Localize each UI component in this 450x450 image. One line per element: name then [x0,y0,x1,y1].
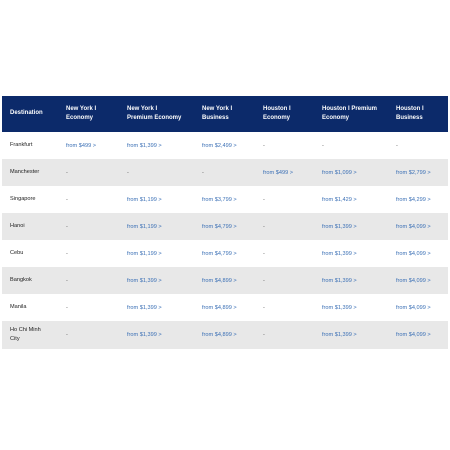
column-header-fare [195,96,256,132]
destination-name: Manchester [10,169,40,176]
fare-cell [120,321,195,349]
destination-cell [2,186,59,213]
column-header-fare [256,96,315,132]
fare-cell [389,240,448,267]
fare-cell [256,267,315,294]
fare-cell [315,240,389,267]
fare-cell [256,186,315,213]
table-row [2,240,448,267]
no-fare-dash: - [66,304,68,311]
no-fare-dash: - [66,169,68,176]
fare-cell [256,213,315,240]
column-header-fare [389,96,448,132]
destination-cell [2,240,59,267]
fare-cell [256,132,315,159]
fare-cell [195,159,256,186]
fare-cell [120,213,195,240]
table-row [2,186,448,213]
no-fare-dash: - [202,169,204,176]
destination-name: Cebu [10,250,24,257]
fare-link[interactable]: from $1,199 > [127,196,162,203]
no-fare-dash: - [66,196,68,203]
column-header-label: New York I [202,105,233,112]
fare-cell [195,321,256,349]
column-header-label: Business [202,115,229,121]
column-header-label: New York I [127,105,158,112]
fare-link[interactable]: from $4,099 > [396,304,431,311]
table-header-row [2,96,448,132]
column-header-label: New York I [66,105,97,112]
fare-link[interactable]: from $1,399 > [127,304,162,311]
fare-link[interactable]: from $1,199 > [127,223,162,230]
column-header-label: Houston I [396,105,424,112]
fare-cell [59,240,120,267]
no-fare-dash: - [263,142,265,149]
column-header-label: Premium Economy [127,115,182,121]
fare-cell [59,294,120,321]
fare-cell [315,267,389,294]
fare-cell [256,240,315,267]
fare-link[interactable]: from $1,199 > [127,250,162,257]
fare-link[interactable]: from $499 > [263,169,294,176]
fare-cell [389,186,448,213]
destination-name: Hanoi [10,223,25,230]
no-fare-dash: - [263,332,265,338]
column-header-label: Economy [263,115,291,121]
fare-link[interactable]: from $4,899 > [202,332,237,338]
fare-cell [195,267,256,294]
column-header-label: Destination [10,110,43,117]
column-header-fare [120,96,195,132]
fare-cell [195,213,256,240]
fare-cell [120,294,195,321]
fare-cell [120,267,195,294]
column-header-label: Business [396,115,423,121]
fare-cell [256,321,315,349]
fare-cell [59,321,120,349]
fare-link[interactable]: from $3,799 > [202,196,237,203]
fare-cell [256,294,315,321]
fare-cell [59,267,120,294]
fare-link[interactable]: from $4,799 > [202,250,237,257]
fare-link[interactable]: from $4,099 > [396,277,431,284]
fare-link[interactable]: from $1,399 > [322,304,357,311]
table-row [2,321,448,349]
no-fare-dash: - [66,277,68,284]
destination-cell [2,267,59,294]
fare-link[interactable]: from $1,399 > [322,250,357,257]
fare-cell [315,213,389,240]
fare-cell [315,186,389,213]
destination-name: City [10,336,20,342]
destination-cell [2,159,59,186]
column-header-label: Economy [322,115,350,121]
fare-cell [120,186,195,213]
table-row [2,132,448,159]
fare-cell [389,267,448,294]
table-row [2,267,448,294]
fare-cell [59,159,120,186]
fare-cell [389,213,448,240]
fare-cell [315,321,389,349]
fare-link[interactable]: from $1,399 > [322,332,357,338]
fare-cell [120,240,195,267]
no-fare-dash: - [263,277,265,284]
destination-cell [2,132,59,159]
destination-name: Manila [10,304,27,311]
no-fare-dash: - [66,250,68,257]
fare-link[interactable]: from $2,499 > [202,142,237,149]
table-body [2,132,448,349]
destination-name: Ho Chi Minh [10,327,41,334]
fare-cell [120,159,195,186]
no-fare-dash: - [396,142,398,149]
fare-cell [389,321,448,349]
fare-table-container [2,96,448,349]
fare-link[interactable]: from $1,429 > [322,196,357,203]
no-fare-dash: - [66,223,68,230]
fare-link[interactable]: from $2,799 > [396,169,431,176]
fare-cell [59,213,120,240]
fare-cell [59,132,120,159]
fare-link[interactable]: from $1,399 > [127,142,162,149]
destination-name: Singapore [10,196,36,203]
destination-cell [2,321,59,349]
fare-cell [195,186,256,213]
column-header-destination [2,96,59,132]
no-fare-dash: - [263,250,265,257]
fare-link[interactable]: from $1,399 > [127,277,162,284]
fare-link[interactable]: from $499 > [66,142,97,149]
fare-link[interactable]: from $1,399 > [127,332,162,338]
fare-cell [389,132,448,159]
fare-link[interactable]: from $4,099 > [396,250,431,257]
fare-link[interactable]: from $4,899 > [202,277,237,284]
fare-link[interactable]: from $4,799 > [202,223,237,230]
fare-cell [195,132,256,159]
no-fare-dash: - [263,304,265,311]
no-fare-dash: - [66,332,68,338]
destination-cell [2,294,59,321]
fare-table [2,96,448,349]
column-header-fare [315,96,389,132]
no-fare-dash: - [263,196,265,203]
fare-cell [120,132,195,159]
fare-link[interactable]: from $1,399 > [322,223,357,230]
table-row [2,213,448,240]
column-header-label: Houston I [263,105,291,112]
fare-cell [315,132,389,159]
fare-link[interactable]: from $1,399 > [322,277,357,284]
fare-link[interactable]: from $4,299 > [396,196,431,203]
fare-cell [389,159,448,186]
fare-cell [315,159,389,186]
destination-name: Frankfurt [10,142,33,149]
fare-cell [256,159,315,186]
fare-link[interactable]: from $4,099 > [396,332,431,338]
fare-link[interactable]: from $4,899 > [202,304,237,311]
fare-cell [315,294,389,321]
fare-cell [195,294,256,321]
column-header-fare [59,96,120,132]
no-fare-dash: - [322,142,324,149]
fare-link[interactable]: from $4,099 > [396,223,431,230]
no-fare-dash: - [263,223,265,230]
destination-name: Bangkok [10,277,32,284]
no-fare-dash: - [127,169,129,176]
column-header-label: Houston I Premium [322,105,378,112]
table-row [2,294,448,321]
fare-link[interactable]: from $1,099 > [322,169,357,176]
column-header-label: Economy [66,115,94,121]
fare-cell [195,240,256,267]
fare-cell [59,186,120,213]
table-row [2,159,448,186]
destination-cell [2,213,59,240]
fare-cell [389,294,448,321]
